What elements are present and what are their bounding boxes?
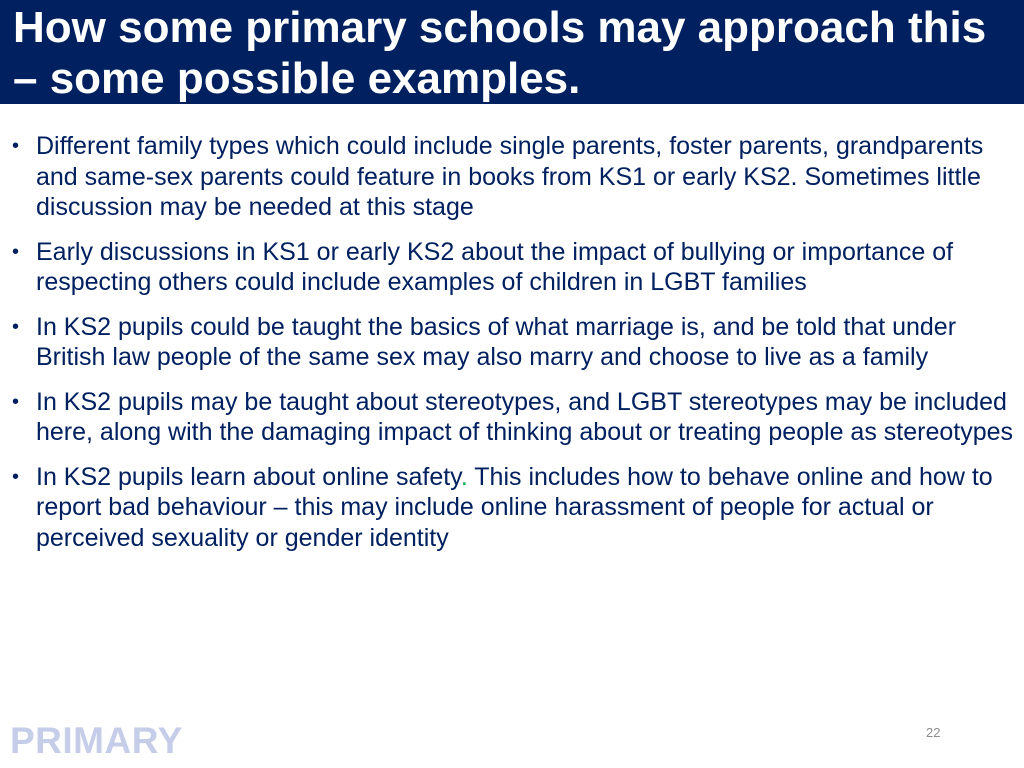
list-item bbox=[0, 387, 1024, 448]
list-item-text: Early discussions in KS1 or early KS2 about the impact of bullying or importance of respecting others could include examples of children in LGBT families bbox=[36, 237, 954, 296]
list-item bbox=[0, 131, 1024, 223]
bullet-dot-icon: • bbox=[12, 390, 20, 413]
bullet-dot-icon: • bbox=[12, 135, 20, 157]
slide-title: How some primary schools may approach this – some possible examples. bbox=[13, 3, 987, 103]
bullet-list bbox=[0, 131, 1024, 567]
list-item bbox=[0, 237, 1024, 298]
bullet-dot-icon: • bbox=[12, 315, 20, 338]
list-item-text-end: This includes how to behave online and how to report bad behaviour – this may include online harassment of people for actual or perceived sexuality or gender identity bbox=[36, 462, 993, 552]
footer-primary-mark: PRIMARY bbox=[10, 720, 183, 761]
list-item bbox=[0, 462, 1024, 554]
list-item-text-start: In KS2 pupils learn about online safety bbox=[36, 462, 461, 491]
bullet-dot-icon: • bbox=[12, 465, 20, 488]
title-bar bbox=[0, 0, 1024, 104]
page-number: 22 bbox=[926, 725, 941, 740]
list-item-text: In KS2 pupils could be taught the basics of what marriage is, and be told that under British law people of the same sex may also marry and choose to live as a family bbox=[36, 312, 957, 371]
list-item bbox=[0, 312, 1024, 373]
list-item-text: In KS2 pupils may be taught about stereotypes, and LGBT stereotypes may be included here, along with the damaging impact of thinking about or treating people as stereotypes bbox=[36, 387, 1014, 446]
list-item-text: Different family types which could include single parents, foster parents, grandparents and same-sex parents could feature in books from KS1 or early KS2. Sometimes little discussion may be needed at this stage bbox=[36, 132, 984, 221]
bullet-dot-icon: • bbox=[12, 240, 20, 263]
accent-period: . bbox=[460, 462, 468, 491]
